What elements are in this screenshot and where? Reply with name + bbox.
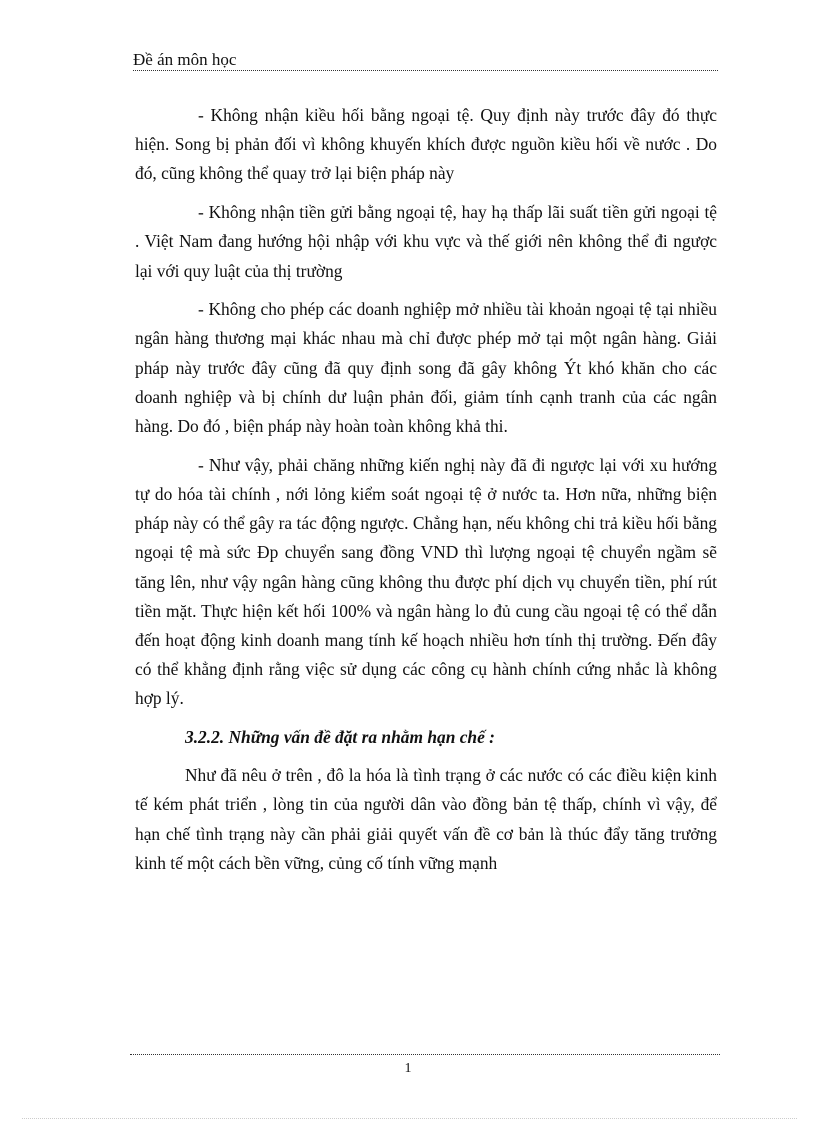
paragraph-remittance: - Không nhận kiều hối bằng ngoại tệ. Quy định này trước đây đó thực hiện. Song bị phản đối vì không khuyến khích được nguồn kiều hối về nước . Do đó, cũng không thể quay trở lại biện pháp này [135, 105, 717, 184]
page-number: 1 [404, 1061, 412, 1076]
section-body: Như đã nêu ở trên , đô la hóa là tình trạng ở các nước có các điều kiện kinh tế kém phát triển , lòng tin của người dân vào đồng bản tệ thấp, chính vì vậy, để hạn chế tình trạng này cần phải giải quyết vấn đề cơ bản là thúc đẩy tăng trưởng kinh tế một cách bền vững, củng cố tính vững mạnh [135, 765, 717, 873]
document-body [135, 101, 717, 878]
page-header [133, 48, 718, 71]
paragraph-conclusion: - Như vậy, phải chăng những kiến nghị này đã đi ngược lại với xu hướng tự do hóa tài chính , nới lỏng kiểm soát ngoại tệ ở nước ta. Hơn nữa, những biện pháp này có thể gây ra tác động ngược. Chẳng hạn, nếu không chi trả kiều hối bằng ngoại tệ mà sức Ðp chuyển sang đồng VND thì lượng ngoại tệ chuyển ngầm sẽ tăng lên, như vậy ngân hàng cũng không thu được phí dịch vụ chuyển tiền, phí rút tiền mặt. Thực hiện kết hối 100% và ngân hàng lo đủ cung cầu ngoại tệ có thể dẫn đến hoạt động kinh doanh mang tính kế hoạch nhiều hơn tính thị trường. Đến đây có thể khẳng định rằng việc sử dụng các công cụ hành chính cứng nhắc là không hợp lý. [135, 454, 717, 709]
page-bottom-edge [22, 1118, 797, 1119]
section-heading: 3.2.2. Những vấn đề đặt ra nhằm hạn chế : [185, 727, 495, 748]
paragraph-deposits: - Không nhận tiền gửi bằng ngoại tệ, hay hạ thấp lãi suất tiền gửi ngoại tệ . Việt Nam đang hướng hội nhập với khu vực và thế giới nên không thể đi ngược lại với quy luật của thị trường [135, 202, 717, 281]
paragraph-accounts: - Không cho phép các doanh nghiệp mở nhiều tài khoản ngoại tệ tại nhiều ngân hàng thương mại khác nhau mà chỉ được phép mở tại một ngân hàng. Giải pháp này trước đây cũng đã quy định song đã gây không Ýt khó khăn cho các doanh nghiệp và bị chính dư luận phản đối, giảm tính cạnh tranh của các ngân hàng. Do đó , biện pháp này hoàn toàn không khả thi. [135, 299, 717, 437]
footer-divider [130, 1054, 720, 1055]
header-title: Đề án môn học [133, 50, 237, 69]
